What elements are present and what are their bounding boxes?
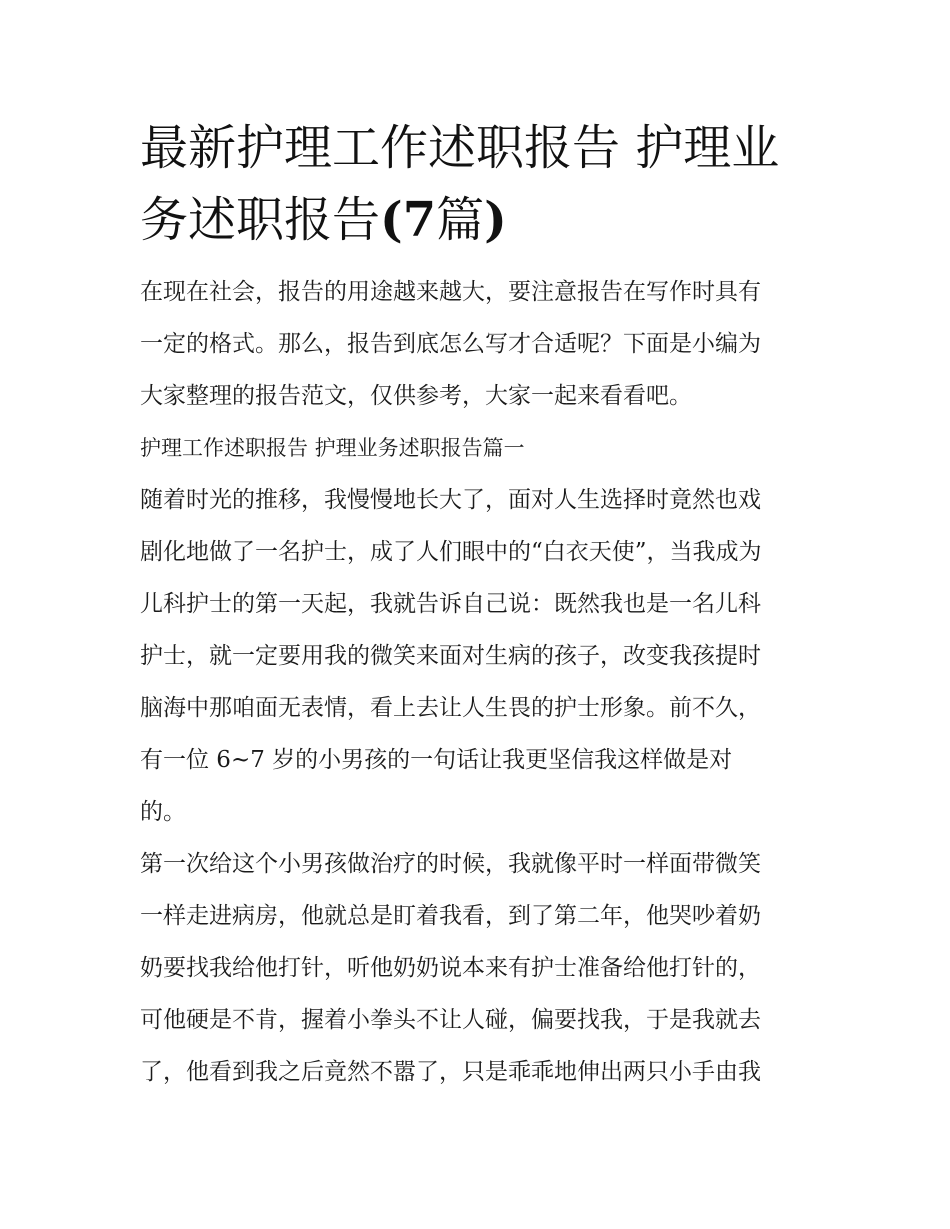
- document-title: [140, 112, 812, 256]
- paragraph-line: 随着时光的推移，我慢慢地长大了，面对人生选择时竟然也戏: [140, 487, 761, 513]
- paragraph-line: 儿科护士的第一天起，我就告诉自己说：既然我也是一名儿科: [140, 591, 761, 617]
- title-count-unit: 篇: [436, 192, 485, 248]
- paragraph-line: 第一次给这个小男孩做治疗的时候，我就像平时一样面带微笑: [140, 851, 761, 877]
- title-count-open: (7: [380, 192, 437, 248]
- intro-line: 一定的格式。那么，报告到底怎么写才合适呢？下面是小编为: [140, 331, 761, 357]
- section-heading: 护理工作述职报告 护理业务述职报告篇一: [140, 436, 525, 460]
- paragraph-line: 一样走进病房，他就总是盯着我看，到了第二年，他哭吵着奶: [140, 903, 761, 929]
- paragraph-line: 脑海中那咱面无表情，看上去让人生畏的护士形象。前不久，: [140, 695, 761, 721]
- body-paragraph-1: [140, 474, 812, 838]
- paragraph-line: 护士，就一定要用我的微笑来面对生病的孩子，改变我孩提时: [140, 643, 761, 669]
- paragraph-line: 可他硬是不肯，握着小拳头不让人碰，偏要找我，于是我就去: [140, 1007, 761, 1033]
- paragraph-line: 剧化地做了一名护士，成了人们眼中的“白衣天使”，当我成为: [140, 539, 762, 565]
- paragraph-line: 奶要找我给他打针，听他奶奶说本来有护士准备给他打针的，: [140, 955, 761, 981]
- title-line-1: 最新护理工作述职报告 护理业: [140, 120, 780, 176]
- paragraph-line: 的。: [140, 799, 186, 825]
- intro-paragraph: [140, 266, 812, 422]
- paragraph-line: 有一位 6~7 岁的小男孩的一句话让我更坚信我这样做是对: [140, 747, 733, 773]
- intro-line: 大家整理的报告范文，仅供参考，大家一起来看看吧。: [140, 383, 692, 409]
- title-line-2-text: 务述职报告: [140, 192, 381, 248]
- document-page: [140, 112, 812, 1098]
- title-count-close: ): [484, 192, 507, 248]
- title-line-2: [140, 184, 812, 256]
- intro-line: 在现在社会，报告的用途越来越大，要注意报告在写作时具有: [140, 279, 761, 305]
- paragraph-line: 了，他看到我之后竟然不嚣了，只是乖乖地伸出两只小手由我: [140, 1059, 761, 1085]
- body-paragraph-2: [140, 838, 812, 1098]
